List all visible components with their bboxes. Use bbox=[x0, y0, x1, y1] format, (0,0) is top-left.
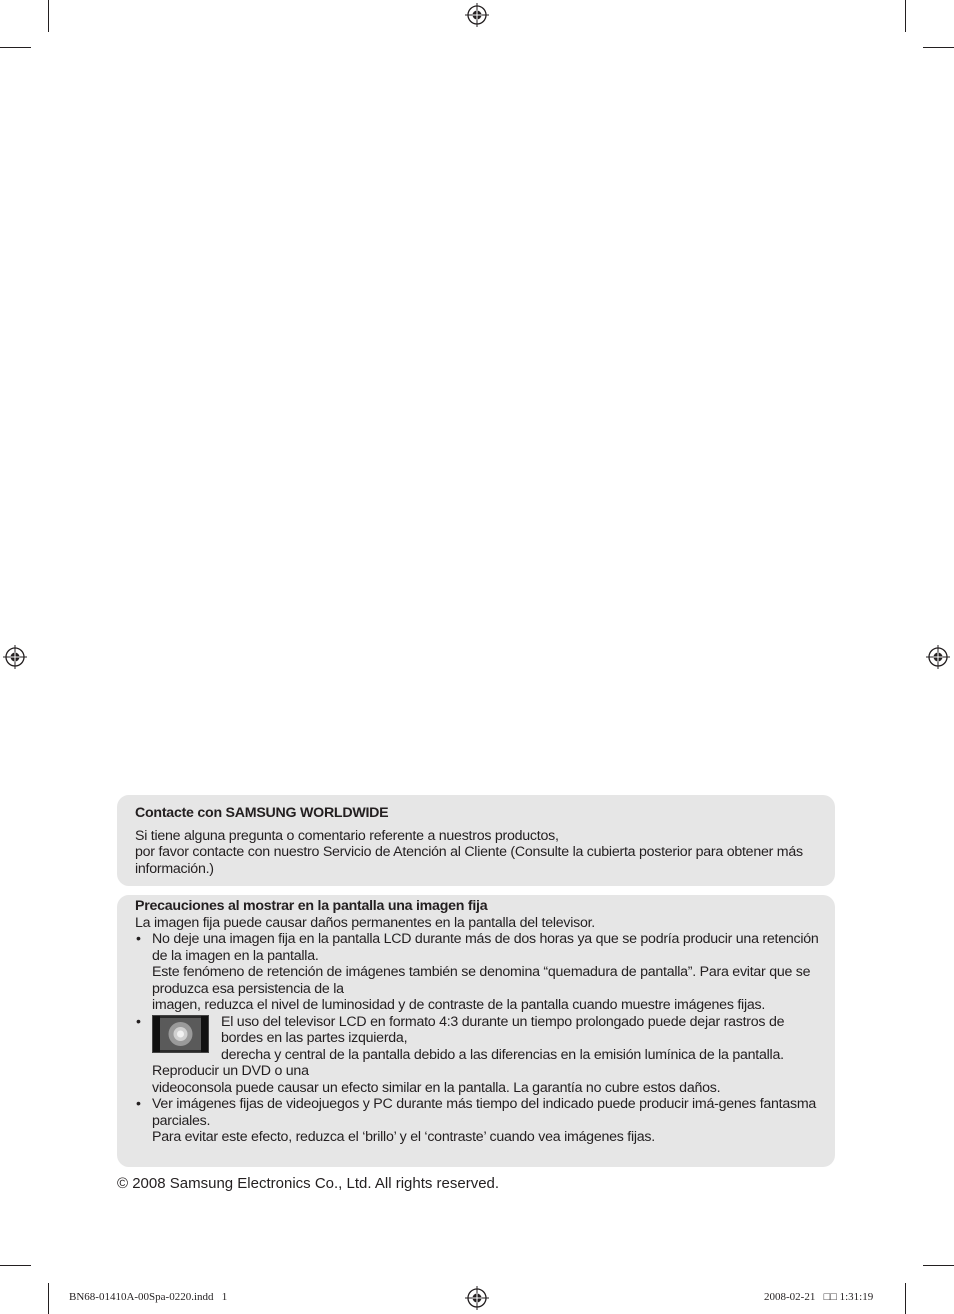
crop-mark bbox=[0, 47, 31, 48]
bullet-dot: • bbox=[136, 931, 141, 947]
bullet1-text-1: No deje una imagen fija en la pantalla LCD durante más de dos horas ya que se podría producir una retención de la imagen en la pantalla. bbox=[152, 931, 819, 964]
registration-mark-icon bbox=[465, 3, 489, 27]
precautions-intro: La imagen fija puede causar daños permanentes en la pantalla del televisor. bbox=[135, 914, 596, 931]
bullet-item bbox=[135, 1096, 825, 1146]
registration-mark-icon bbox=[465, 1286, 489, 1310]
bullet-dot: • bbox=[136, 1096, 141, 1112]
bullet1-text-3: imagen, reduzca el nivel de luminosidad y de contraste de la pantalla cuando muestre imágenes fijas. bbox=[152, 997, 766, 1013]
contact-line-2: por favor contacte con nuestro Servicio de Atención al Cliente (Consulte la cubierta posterior para obtener más información.) bbox=[135, 844, 803, 877]
registration-mark-icon bbox=[926, 645, 950, 669]
bullet1-text-2: Este fenómeno de retención de imágenes también se denomina “quemadura de pantalla”. Para evitar que se produzca esa persistencia de la bbox=[152, 964, 811, 997]
precautions-title: Precauciones al mostrar en la pantalla una imagen fija bbox=[135, 898, 488, 914]
crop-mark bbox=[0, 1265, 31, 1266]
crop-mark bbox=[923, 1265, 954, 1266]
bullet3-text-1: Ver imágenes fijas de videojuegos y PC durante más tiempo del indicado puede producir imá-genes fantasma parciales. bbox=[152, 1096, 817, 1129]
bullet3-text-2: Para evitar este efecto, reduzca el ‘brillo’ y el ‘contraste’ cuando vea imágenes fijas. bbox=[152, 1129, 655, 1145]
copyright-text: © 2008 Samsung Electronics Co., Ltd. All rights reserved. bbox=[117, 1175, 500, 1192]
crop-mark bbox=[48, 1283, 49, 1314]
bullet2-text-1: El uso del televisor LCD en formato 4:3 durante un tiempo prolongado puede dejar rastros de bordes en las partes izquierda, bbox=[221, 1013, 785, 1046]
tv-screen-thumbnail-icon bbox=[152, 1015, 209, 1053]
contact-box bbox=[117, 795, 835, 886]
bullet-dot: • bbox=[136, 1013, 141, 1030]
precautions-box bbox=[117, 895, 835, 1167]
contact-title: Contacte con SAMSUNG WORLDWIDE bbox=[135, 805, 389, 821]
registration-mark-icon bbox=[3, 645, 27, 669]
bullet-item bbox=[135, 931, 825, 1014]
crop-mark bbox=[48, 0, 49, 32]
slug-timestamp: 2008-02-21 □□ 1:31:19 bbox=[764, 1291, 874, 1303]
bullet-item bbox=[135, 1014, 825, 1097]
crop-mark bbox=[905, 1283, 906, 1314]
slug-filename: BN68-01410A-00Spa-0220.indd 1 bbox=[69, 1291, 228, 1303]
contact-line-1: Si tiene alguna pregunta o comentario referente a nuestros productos, bbox=[135, 827, 559, 844]
crop-mark bbox=[905, 0, 906, 32]
crop-mark bbox=[923, 47, 954, 48]
bullet2-text-2: derecha y central de la pantalla debido a las diferencias en la emisión lumínica de la pantalla. Reproducir un DVD o una bbox=[152, 1046, 784, 1079]
bullet2-text-3: videoconsola puede causar un efecto similar en la pantalla. La garantía no cubre estos daños. bbox=[152, 1079, 721, 1096]
